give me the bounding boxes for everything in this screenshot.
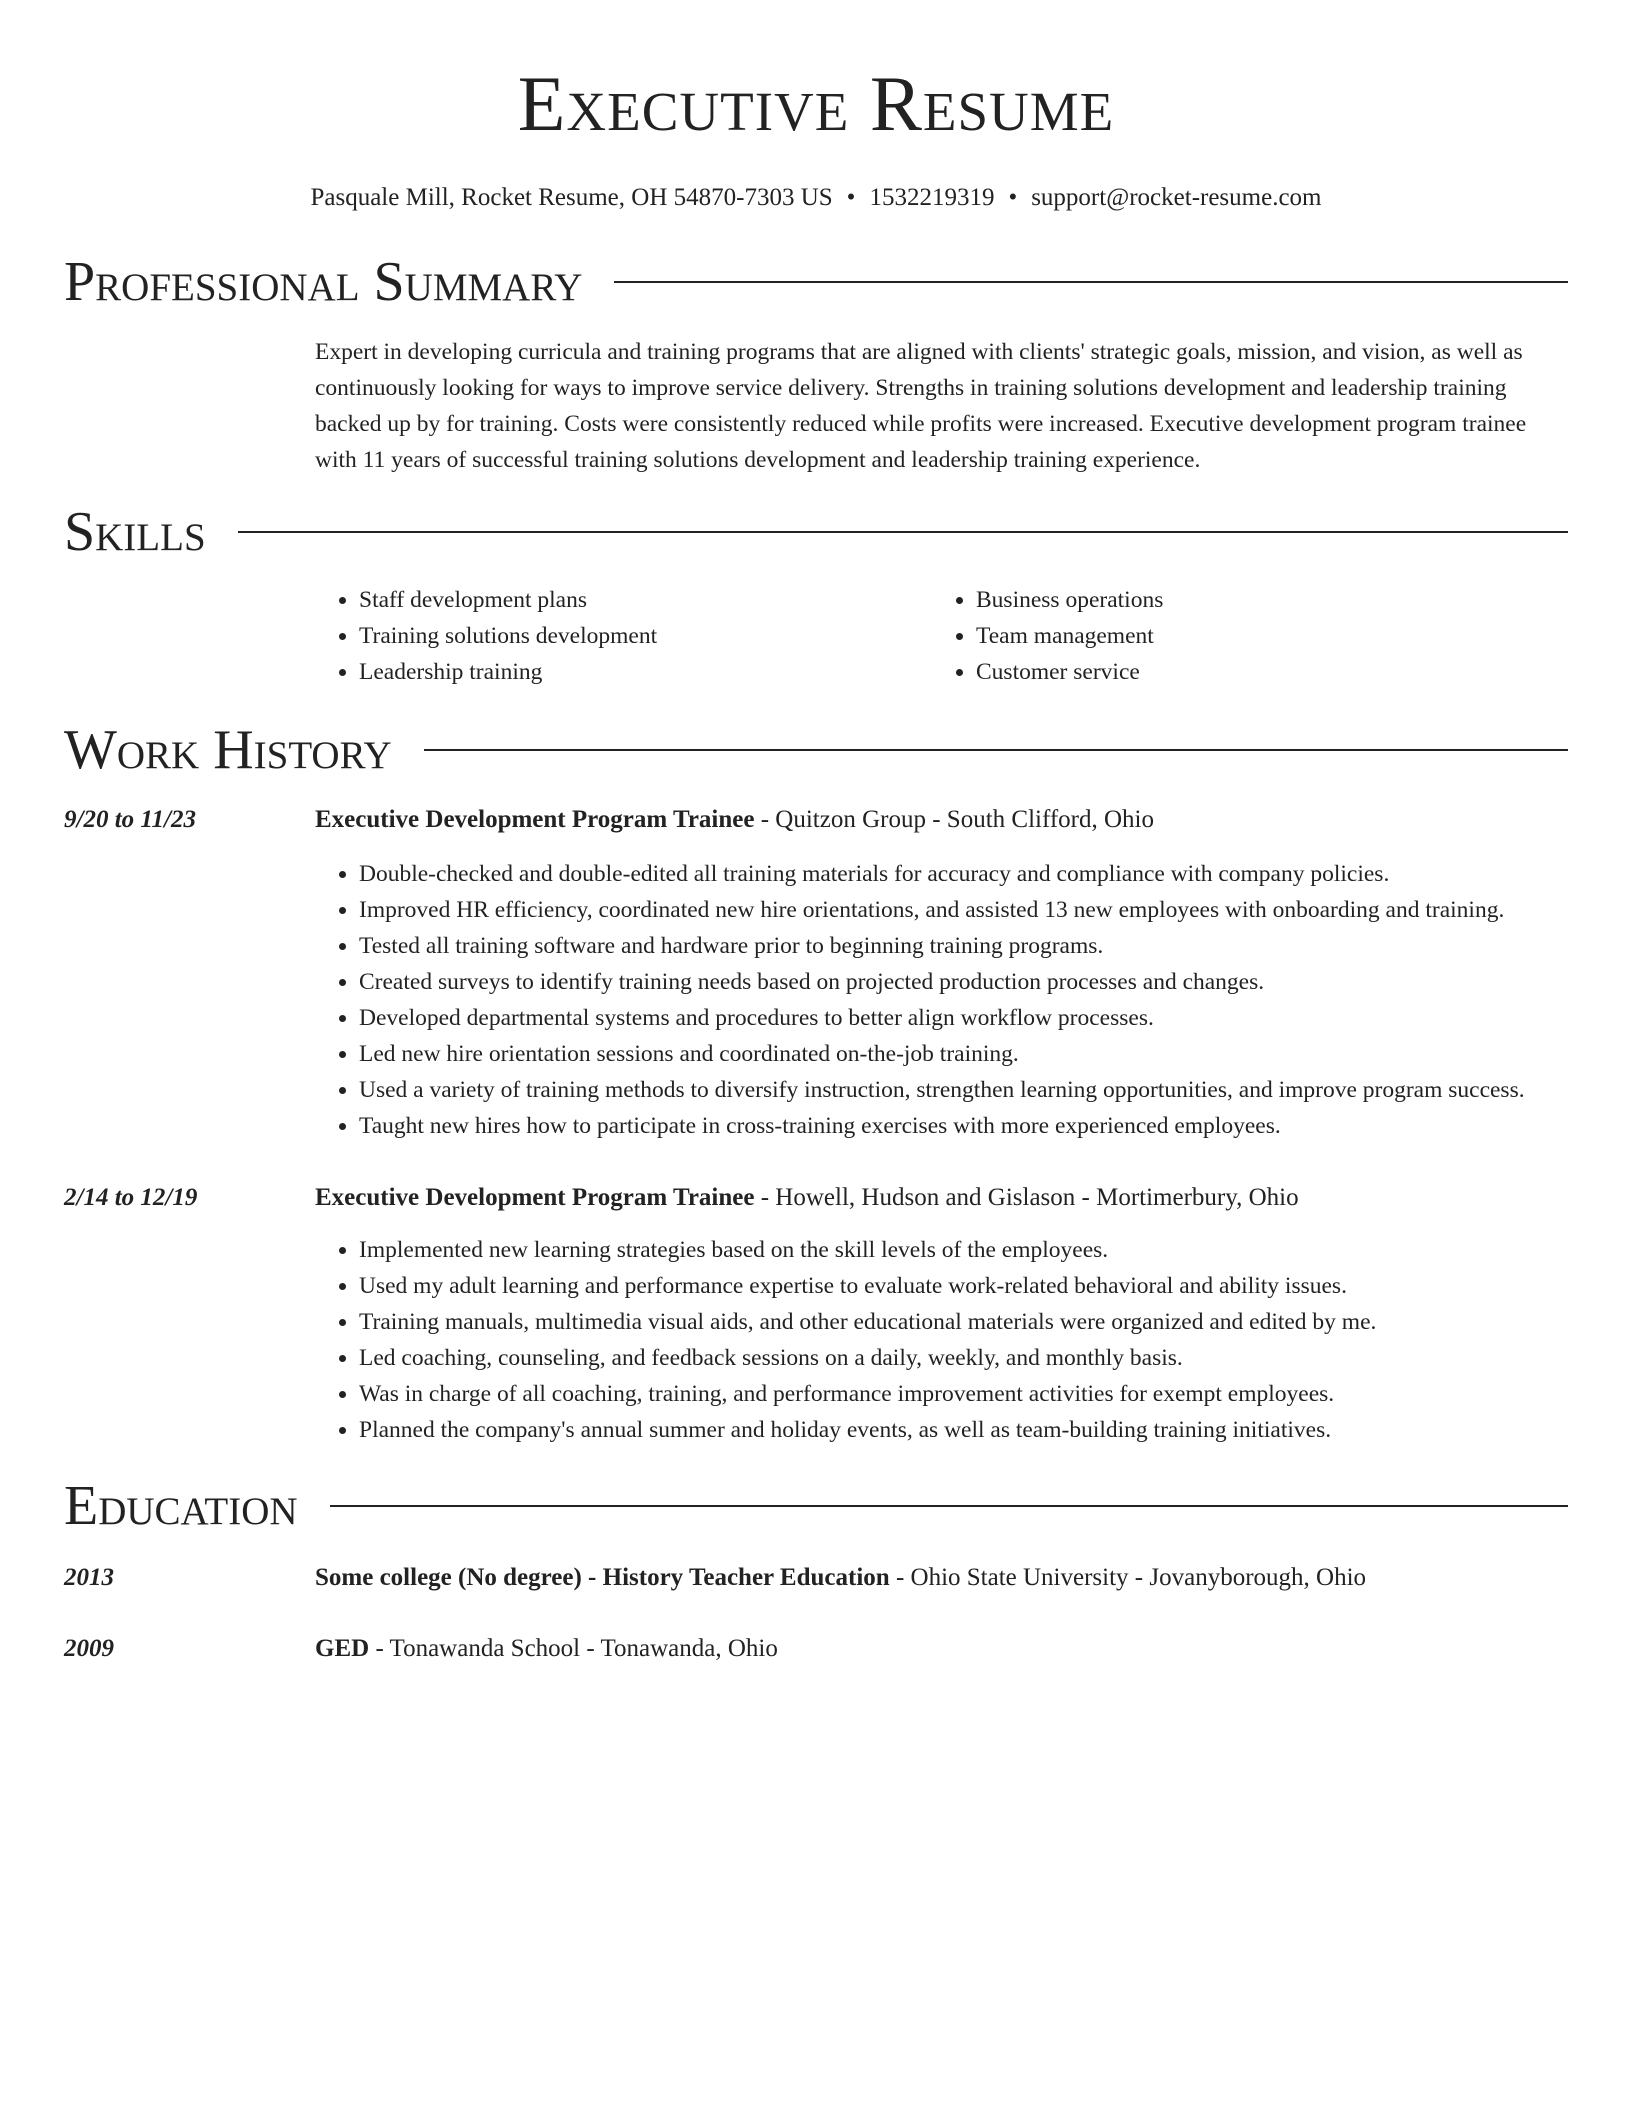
skills-column-right [932, 582, 1549, 690]
skill-item: • Training solutions development [359, 618, 932, 654]
education-year: 2009 [64, 1635, 114, 1662]
job-bullet: • Tested all training software and hardware prior to beginning training programs. [359, 928, 1568, 964]
job-bullet: • Used my adult learning and performance expertise to evaluate work-related behavioral and ability issues. [359, 1268, 1568, 1304]
job-bullets [315, 856, 1568, 1144]
skill-item: • Business operations [976, 582, 1549, 618]
contact-separator: • [1008, 184, 1018, 211]
education-entry [64, 1560, 1568, 1596]
education-heading: Education [64, 1475, 298, 1537]
skill-item: • Customer service [976, 654, 1549, 690]
job-bullet: • Improved HR efficiency, coordinated new hire orientations, and assisted 13 new employees with onboarding and training. [359, 892, 1568, 928]
school-details: - Ohio State University - Jovanyborough, Ohio [889, 1564, 1367, 1591]
skills-column-left [315, 582, 932, 690]
job-bullet: • Taught new hires how to participate in cross-training exercises with more experienced employees. [359, 1108, 1568, 1144]
education-headline [315, 1560, 1568, 1596]
work-heading: Work History [64, 719, 392, 781]
section-divider [614, 281, 1568, 283]
work-entry-body [315, 802, 1568, 1144]
contact-line [64, 182, 1568, 214]
education-entry [64, 1631, 1568, 1667]
contact-address: Pasquale Mill, Rocket Resume, OH 54870-7303 US [310, 184, 833, 211]
job-bullet: • Developed departmental systems and procedures to better align workflow processes. [359, 1000, 1568, 1036]
job-details: - Howell, Hudson and Gislason - Mortimerbury, Ohio [754, 1184, 1299, 1211]
job-bullet: • Training manuals, multimedia visual aids, and other educational materials were organized and edited by me. [359, 1304, 1568, 1340]
job-bullet: • Was in charge of all coaching, training, and performance improvement activities for exempt employees. [359, 1376, 1568, 1412]
work-entry [64, 802, 1568, 1144]
contact-phone: 1532219319 [869, 184, 995, 211]
summary-text: Expert in developing curricula and training programs that are aligned with clients' strategic goals, mission, and vision, as well as continuously looking for ways to improve service delivery. Strengths in training solutions development and leadership training backed up by for training. Costs were consistently reduced while profits were increased. Executive development program trainee with 11 years of successful training solutions development and leadership training experience. [315, 339, 1527, 473]
job-bullet: • Created surveys to identify training needs based on projected production processes and changes. [359, 964, 1568, 1000]
education-year: 2013 [64, 1564, 114, 1591]
skills-heading: Skills [64, 501, 206, 563]
job-bullet: • Double-checked and double-edited all training materials for accuracy and compliance with company policies. [359, 856, 1568, 892]
resume-title: Executive Resume [517, 60, 1115, 147]
skill-item: • Team management [976, 618, 1549, 654]
job-bullet: • Planned the company's annual summer and holiday events, as well as team-building training initiatives. [359, 1412, 1568, 1448]
job-bullets [315, 1232, 1568, 1448]
job-details: - Quitzon Group - South Clifford, Ohio [754, 806, 1154, 833]
contact-email: support@rocket-resume.com [1031, 184, 1322, 211]
work-dates: 2/14 to 12/19 [64, 1184, 198, 1211]
work-entry [64, 1180, 1568, 1448]
work-headline [315, 1180, 1568, 1216]
section-divider [424, 749, 1568, 751]
job-title: Executive Development Program Trainee [315, 806, 755, 833]
degree: Some college (No degree) - History Teacher Education [315, 1564, 890, 1591]
job-bullet: • Led coaching, counseling, and feedback sessions on a daily, weekly, and monthly basis. [359, 1340, 1568, 1376]
skill-item: • Leadership training [359, 654, 932, 690]
education-headline [315, 1631, 1568, 1667]
job-bullet: • Used a variety of training methods to diversify instruction, strengthen learning opportunities, and improve program success. [359, 1072, 1568, 1108]
summary-section [315, 334, 1568, 478]
skills-section-heading [64, 498, 1568, 566]
skill-item: • Staff development plans [359, 582, 932, 618]
work-entry-body [315, 1180, 1568, 1448]
skills-list [315, 582, 1568, 690]
degree: GED [315, 1635, 370, 1662]
summary-heading: Professional Summary [64, 251, 583, 313]
education-section-heading [64, 1472, 1568, 1540]
job-bullet: • Led new hire orientation sessions and coordinated on-the-job training. [359, 1036, 1568, 1072]
work-section-heading [64, 716, 1568, 784]
work-dates: 9/20 to 11/23 [64, 806, 196, 833]
contact-separator: • [846, 184, 856, 211]
resume-page [64, 0, 1568, 1667]
section-divider [330, 1505, 1568, 1507]
job-title: Executive Development Program Trainee [315, 1184, 755, 1211]
section-divider [238, 531, 1568, 533]
job-bullet: • Implemented new learning strategies based on the skill levels of the employees. [359, 1232, 1568, 1268]
work-headline [315, 802, 1568, 838]
school-details: - Tonawanda School - Tonawanda, Ohio [369, 1635, 778, 1662]
summary-section-heading [64, 248, 1568, 316]
